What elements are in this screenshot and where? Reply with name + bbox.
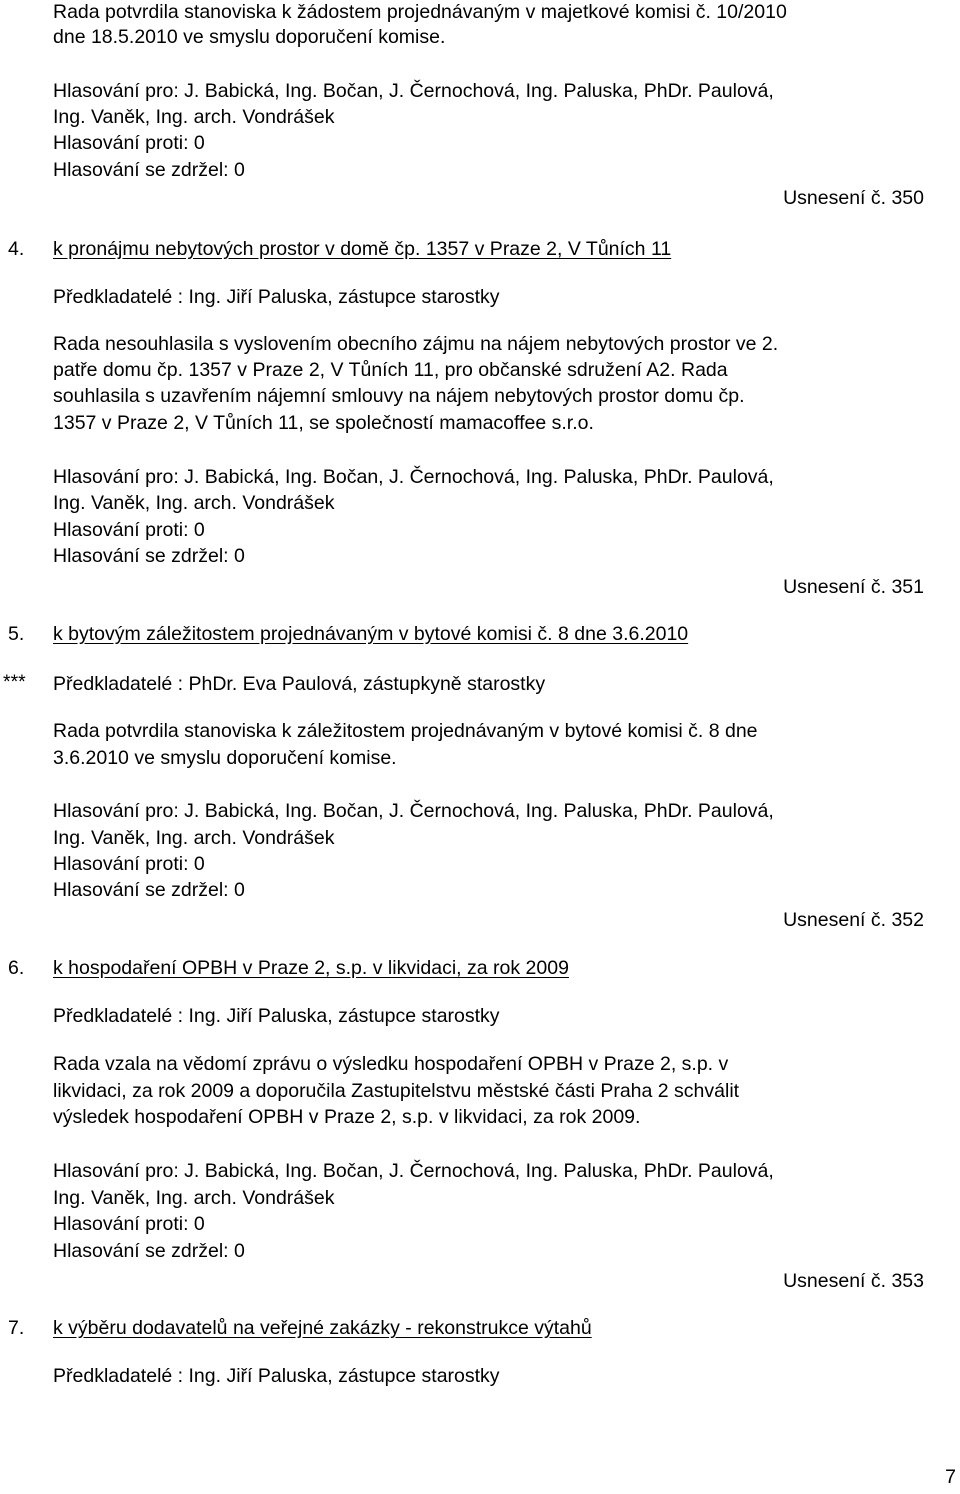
vote-against-line: Hlasování proti: 0	[53, 853, 205, 875]
body-text-line: výsledek hospodaření OPBH v Praze 2, s.p. v likvidaci, za rok 2009.	[53, 1106, 641, 1128]
vote-for-line: Ing. Vaněk, Ing. arch. Vondrášek	[53, 827, 335, 849]
vote-for-line: Ing. Vaněk, Ing. arch. Vondrášek	[53, 492, 335, 514]
body-text-line: likvidaci, za rok 2009 a doporučila Zastupitelstvu městské části Praha 2 schválit	[53, 1080, 740, 1102]
body-text-line: patře domu čp. 1357 v Praze 2, V Tůních 11, pro občanské sdružení A2. Rada	[53, 359, 728, 381]
vote-abstain-line: Hlasování se zdržel: 0	[53, 1240, 245, 1262]
vote-for-line: Hlasování pro: J. Babická, Ing. Bočan, J. Černochová, Ing. Paluska, PhDr. Paulová,	[53, 466, 774, 488]
body-text-line: Rada potvrdila stanoviska k záležitostem projednávaným v bytové komisi č. 8 dne	[53, 720, 758, 742]
vote-for-line: Hlasování pro: J. Babická, Ing. Bočan, J. Černochová, Ing. Paluska, PhDr. Paulová,	[53, 80, 774, 102]
resolution-number: Usnesení č. 353	[783, 1270, 924, 1292]
section-number: 6.	[8, 957, 25, 979]
body-text-line: 1357 v Praze 2, V Tůních 11, se společností mamacoffee s.r.o.	[53, 412, 594, 434]
resolution-number: Usnesení č. 351	[783, 576, 924, 598]
body-text-line: souhlasila s uzavřením nájemní smlouvy na nájem nebytových prostor domu čp.	[53, 385, 745, 407]
resolution-number: Usnesení č. 350	[783, 187, 924, 209]
section-number: 5.	[8, 623, 25, 645]
section-number: 7.	[8, 1317, 25, 1339]
body-text-line: 3.6.2010 ve smyslu doporučení komise.	[53, 747, 397, 769]
resolution-number: Usnesení č. 352	[783, 909, 924, 931]
presenter-line: Předkladatelé : PhDr. Eva Paulová, zástupkyně starostky	[53, 673, 546, 695]
presenter-line: Předkladatelé : Ing. Jiří Paluska, zástupce starostky	[53, 286, 500, 308]
body-text-line: dne 18.5.2010 ve smyslu doporučení komise.	[53, 26, 446, 48]
presenter-line: Předkladatelé : Ing. Jiří Paluska, zástupce starostky	[53, 1005, 500, 1027]
presenter-line: Předkladatelé : Ing. Jiří Paluska, zástupce starostky	[53, 1365, 500, 1387]
body-text-line: Rada potvrdila stanoviska k žádostem projednávaným v majetkové komisi č. 10/2010	[53, 1, 787, 23]
vote-for-line: Ing. Vaněk, Ing. arch. Vondrášek	[53, 106, 335, 128]
section-number: 4.	[8, 238, 25, 260]
section-title: k výběru dodavatelů na veřejné zakázky - rekonstrukce výtahů	[53, 1317, 592, 1339]
vote-against-line: Hlasování proti: 0	[53, 1213, 205, 1235]
margin-mark: ***	[3, 671, 26, 693]
vote-for-line: Hlasování pro: J. Babická, Ing. Bočan, J. Černochová, Ing. Paluska, PhDr. Paulová,	[53, 800, 774, 822]
vote-abstain-line: Hlasování se zdržel: 0	[53, 545, 245, 567]
section-title: k pronájmu nebytových prostor v domě čp. 1357 v Praze 2, V Tůních 11	[53, 238, 672, 260]
vote-against-line: Hlasování proti: 0	[53, 519, 205, 541]
vote-against-line: Hlasování proti: 0	[53, 132, 205, 154]
section-title: k bytovým záležitostem projednávaným v bytové komisi č. 8 dne 3.6.2010	[53, 623, 689, 645]
vote-for-line: Hlasování pro: J. Babická, Ing. Bočan, J. Černochová, Ing. Paluska, PhDr. Paulová,	[53, 1160, 774, 1182]
section-title: k hospodaření OPBH v Praze 2, s.p. v likvidaci, za rok 2009	[53, 957, 569, 979]
page-number: 7	[945, 1466, 956, 1488]
vote-for-line: Ing. Vaněk, Ing. arch. Vondrášek	[53, 1187, 335, 1209]
body-text-line: Rada nesouhlasila s vyslovením obecního zájmu na nájem nebytových prostor ve 2.	[53, 333, 779, 355]
vote-abstain-line: Hlasování se zdržel: 0	[53, 159, 245, 181]
body-text-line: Rada vzala na vědomí zprávu o výsledku hospodaření OPBH v Praze 2, s.p. v	[53, 1053, 729, 1075]
vote-abstain-line: Hlasování se zdržel: 0	[53, 879, 245, 901]
